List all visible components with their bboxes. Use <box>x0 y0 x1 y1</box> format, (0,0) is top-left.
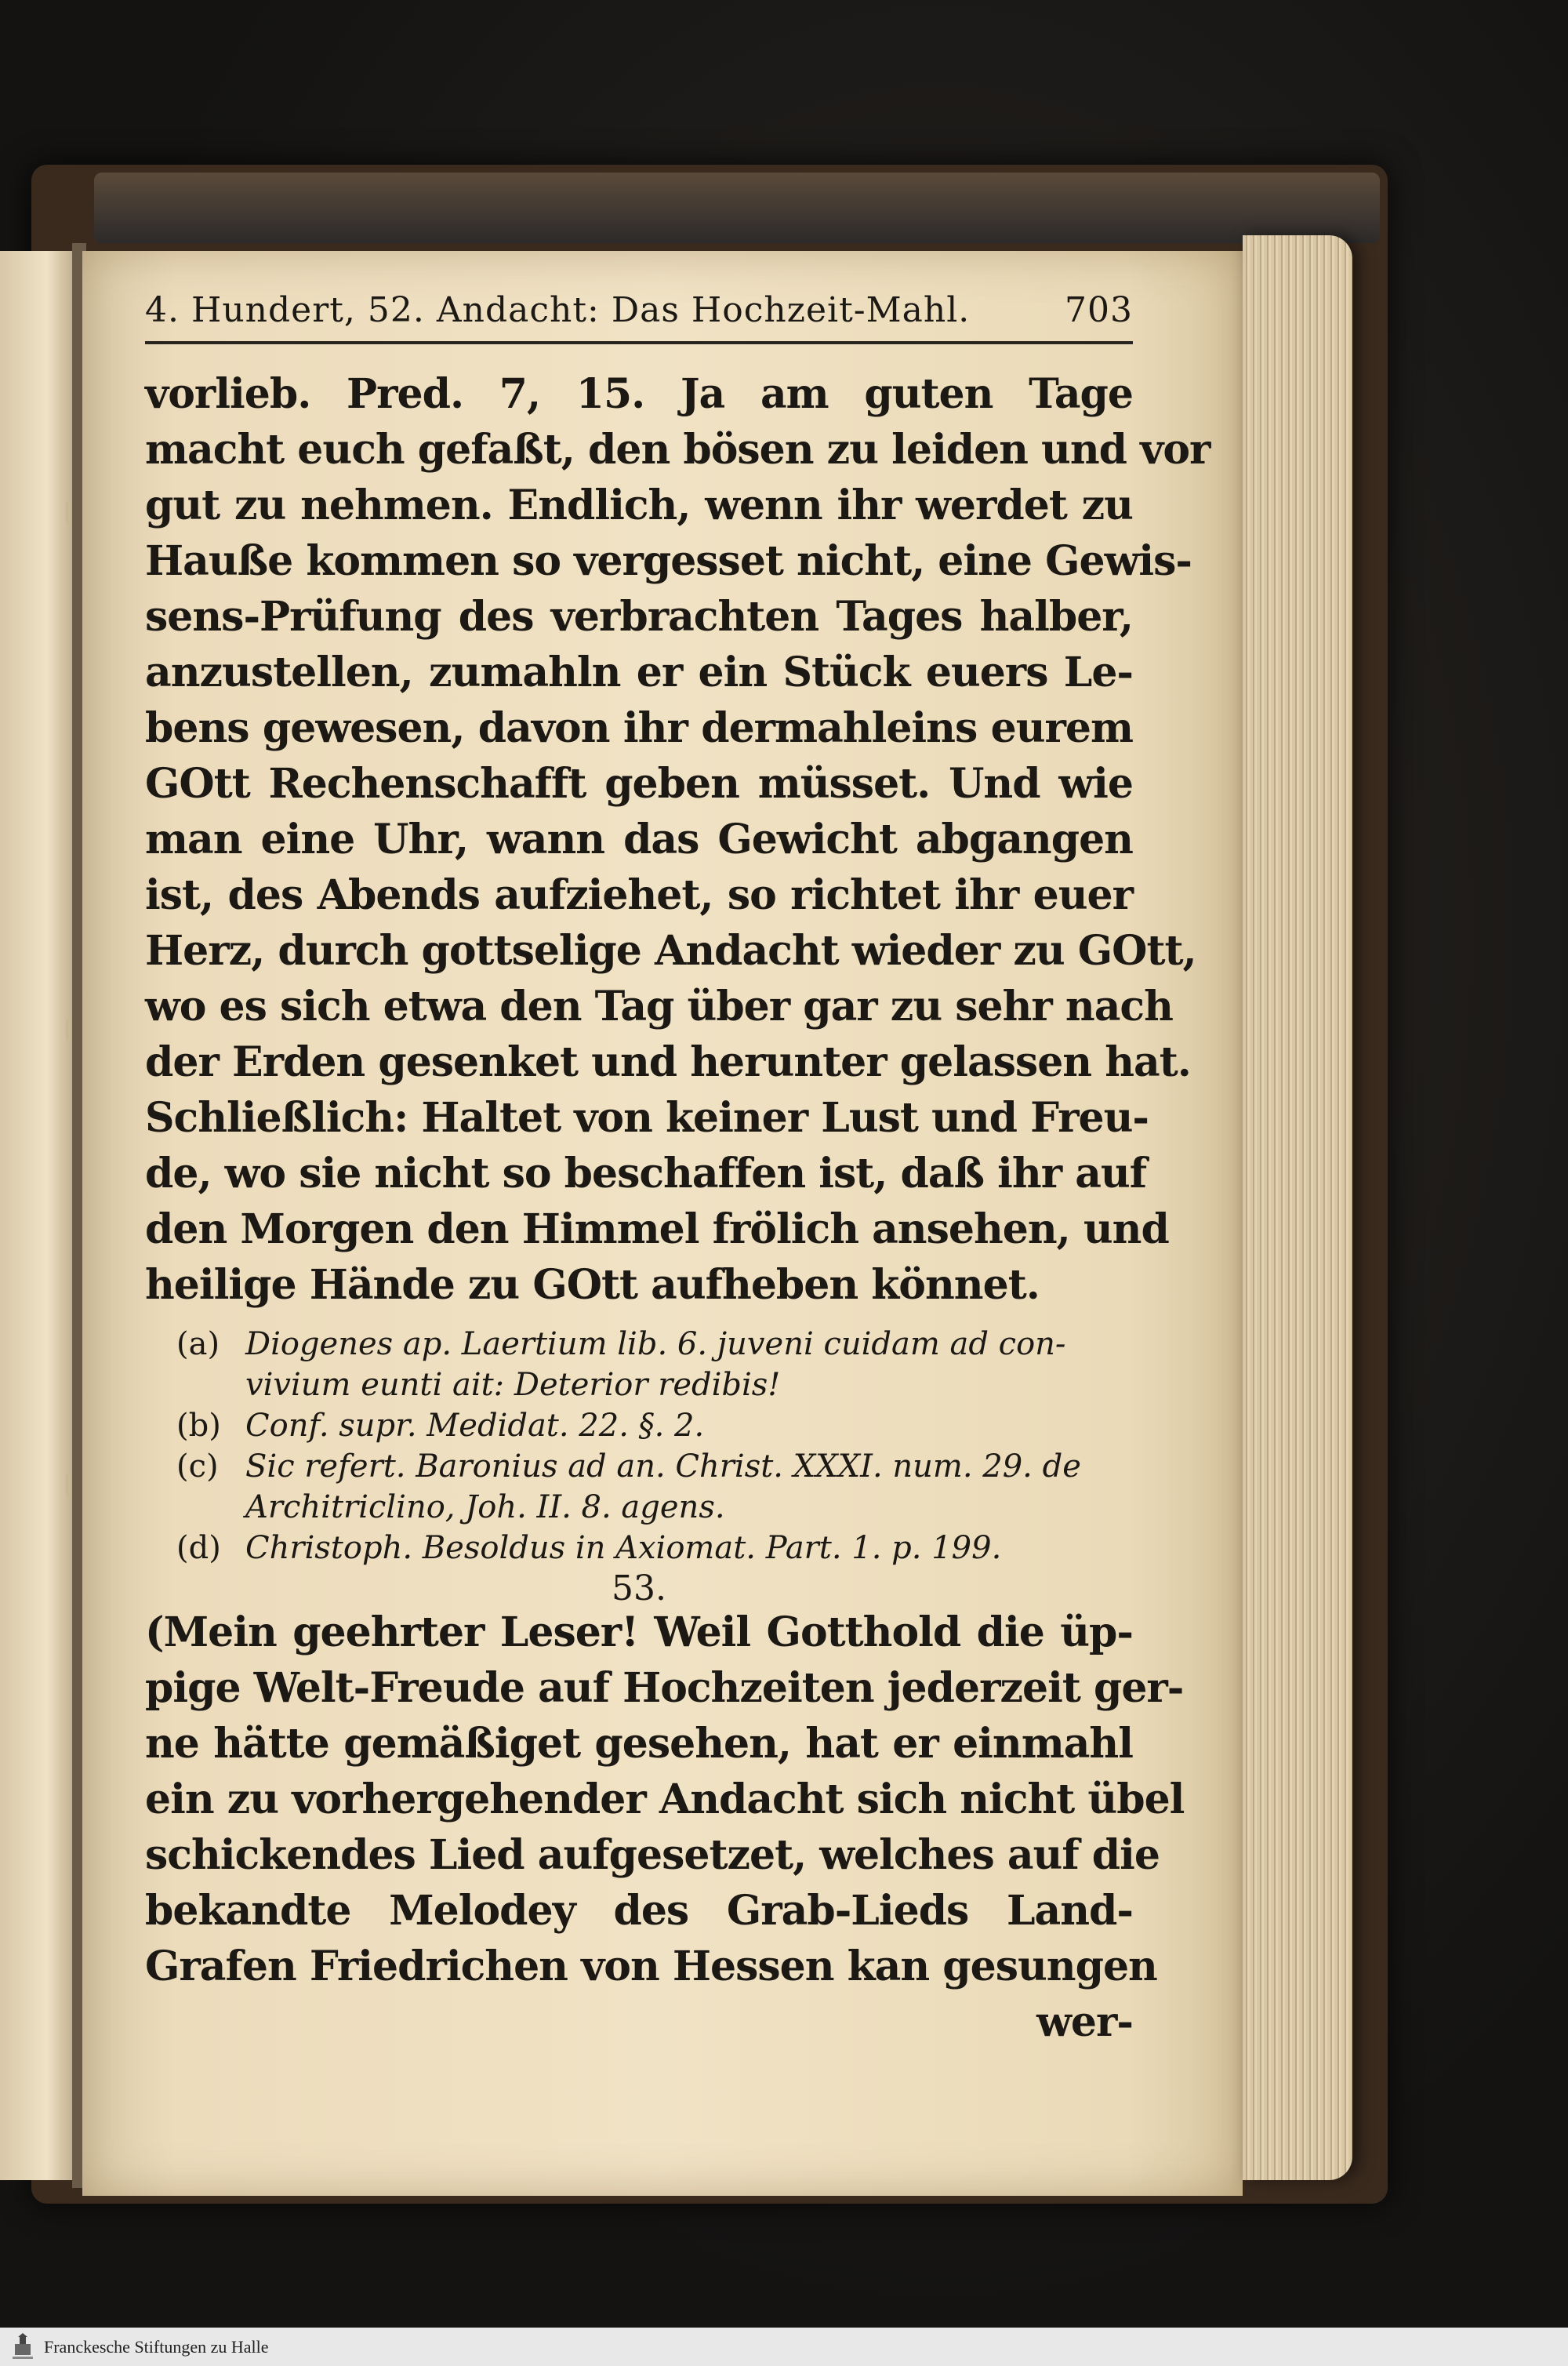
footnote-mark: (d) <box>176 1530 221 1566</box>
footnote <box>176 1324 1133 1365</box>
book-top-edge <box>94 173 1380 243</box>
footnote <box>176 1405 1133 1446</box>
text-line: der Erden gesenket und herunter gelassen hat. <box>145 1038 1191 1086</box>
text-line: de, wo sie nicht so beschaffen ist, daß ihr auf <box>145 1150 1147 1198</box>
text-line: ist, des Abends aufziehet, so richtet ihr euer <box>145 871 1133 919</box>
text-line: macht euch gefaßt, den bösen zu leiden und vor <box>145 426 1210 474</box>
page-edge-mark <box>66 502 71 522</box>
text-line: vorlieb. Pred. 7, 15. Ja am guten Tage <box>145 370 1133 418</box>
footnote-text: Diogenes ap. Laertium lib. 6. juveni cuidam ad con- <box>245 1326 1066 1362</box>
text-line: heilige Hände zu GOtt aufheben könnet. <box>145 1261 1040 1309</box>
text-line: sens-Prüfung des verbrachten Tages halber, <box>145 593 1133 641</box>
text-line: ein zu vorhergehender Andacht sich nicht übel <box>145 1775 1185 1823</box>
text-line: Herz, durch gottselige Andacht wieder zu GOtt, <box>145 927 1196 975</box>
running-header <box>145 290 1133 344</box>
running-title: 4. Hundert, 52. Andacht: Das Hochzeit-Mahl. <box>145 290 971 330</box>
section-number: 53. <box>612 1568 666 1608</box>
text-line: anzustellen, zumahln er ein Stück euers Le- <box>145 649 1133 696</box>
footnote-mark: (b) <box>176 1408 221 1444</box>
text-line: gut zu nehmen. Endlich, wenn ihr werdet zu <box>145 482 1133 529</box>
footnote-text: Sic refert. Baronius ad an. Christ. XXXI. num. 29. de <box>245 1448 1081 1485</box>
catchword: wer- <box>1036 1998 1133 2046</box>
page-edge-mark <box>66 1019 71 1040</box>
text-line: den Morgen den Himmel frölich ansehen, und <box>145 1205 1169 1253</box>
text-line: man eine Uhr, wann das Gewicht abgangen <box>145 816 1133 863</box>
left-page-edge <box>0 251 78 2180</box>
footnote-text: Christoph. Besoldus in Axiomat. Part. 1. p. 199. <box>245 1530 1002 1566</box>
text-line: ne hätte gemäßiget gesehen, hat er einmahl <box>145 1720 1133 1768</box>
text-line: Hauße kommen so vergesset nicht, eine Gewis- <box>145 537 1192 585</box>
page-text <box>145 290 1210 2050</box>
text-line: GOtt Rechenschafft geben müsset. Und wie <box>145 760 1133 808</box>
text-line: Grafen Friedrichen von Hessen kan gesungen <box>145 1943 1157 1990</box>
footnotes <box>145 1324 1133 1568</box>
footnote-continuation: Architriclino, Joh. II. 8. agens. <box>245 1489 725 1525</box>
footnote <box>176 1446 1133 1487</box>
footer-bar <box>0 2328 1568 2366</box>
footnote-mark: (c) <box>176 1448 219 1485</box>
footnote-text: Conf. supr. Medidat. 22. §. 2. <box>245 1408 705 1444</box>
footnote-continuation: vivium eunti ait: Deterior redibis! <box>245 1367 781 1403</box>
main-paragraph <box>145 366 1210 1313</box>
text-line: bekandte Melodey des Grab-Lieds Land- <box>145 1887 1133 1935</box>
page-block-edges <box>1243 235 1352 2180</box>
page-edge-mark <box>66 1474 71 1495</box>
footnote-mark: (a) <box>176 1326 220 1362</box>
institution-logo-icon <box>9 2332 36 2362</box>
footer-institution: Franckesche Stiftungen zu Halle <box>44 2336 269 2357</box>
text-line: bens gewesen, davon ihr dermahleins eurem <box>145 704 1133 752</box>
text-line: schickendes Lied aufgesetzet, welches auf die <box>145 1831 1160 1879</box>
text-line: (Mein geehrter Leser! Weil Gotthold die üp- <box>145 1608 1133 1656</box>
text-line: wo es sich etwa den Tag über gar zu sehr nach <box>145 983 1173 1030</box>
footnote <box>176 1528 1133 1568</box>
text-line: pige Welt-Freude auf Hochzeiten jederzeit ger- <box>145 1664 1184 1712</box>
section-paragraph <box>145 1605 1185 2050</box>
page-number: 703 <box>1065 290 1133 330</box>
text-line: Schließlich: Haltet von keiner Lust und Freu- <box>145 1094 1149 1142</box>
